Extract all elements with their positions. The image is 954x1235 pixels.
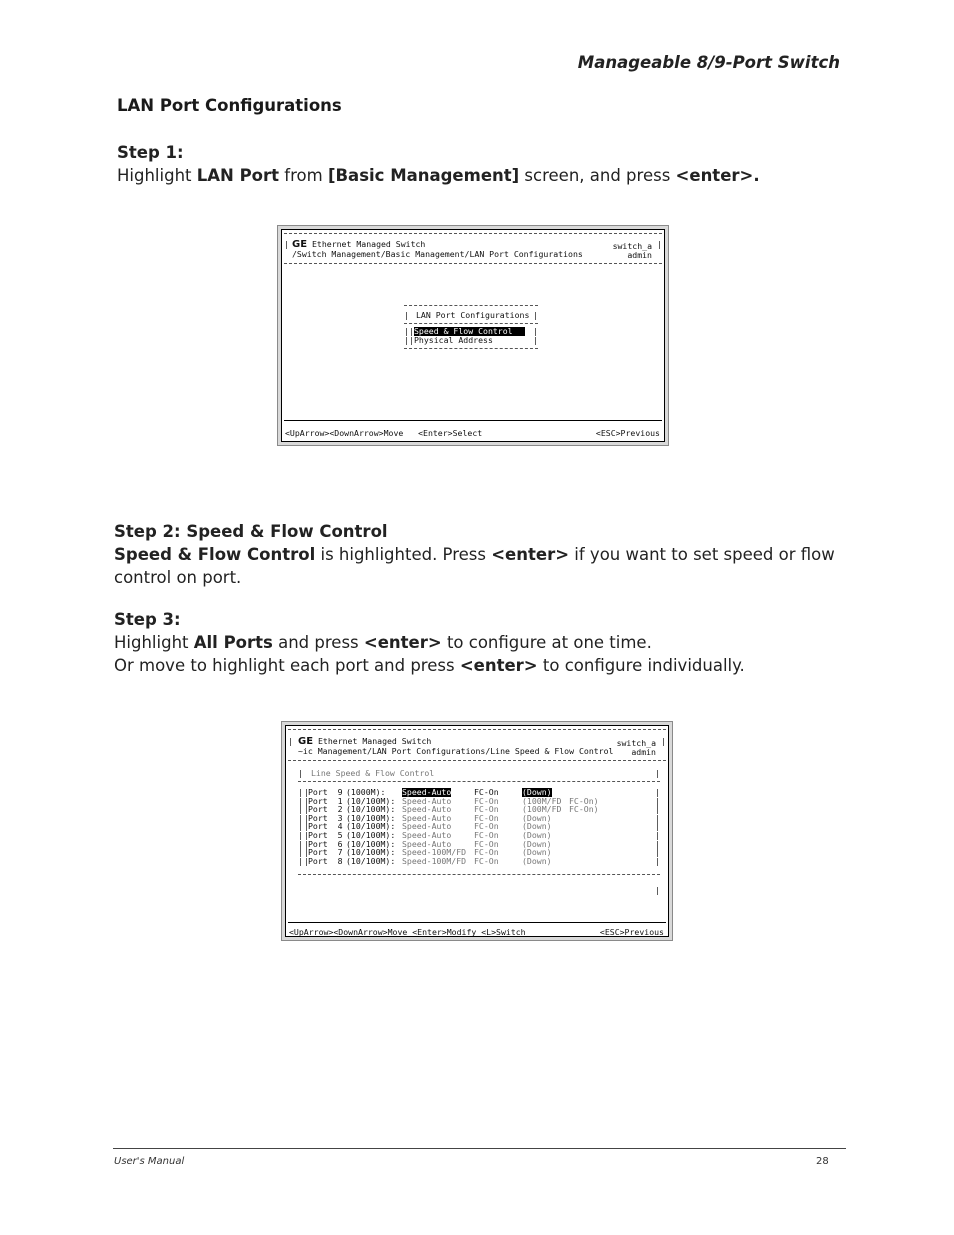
table-right-edge: | — [655, 830, 660, 840]
step1-text-part: Highlight — [117, 166, 197, 185]
menu-left-edge: | — [404, 310, 409, 320]
step3-label: Step 3: — [114, 610, 181, 629]
menu-title-divider — [404, 323, 538, 324]
step1-bold-basic-management: [Basic Management] — [327, 166, 520, 185]
step2-text-part: is highlighted. Press — [315, 545, 492, 564]
table-right-edge: | — [655, 838, 660, 849]
port-row-status: (Down) — [522, 812, 552, 823]
section-title: LAN Port Configurations — [117, 96, 342, 115]
step1-block — [117, 141, 760, 187]
step2-text-line2: control on port. — [114, 568, 242, 587]
step1-text — [117, 164, 760, 187]
table-left-edge: | — [298, 821, 303, 832]
terminal-right-edge: | — [657, 239, 662, 249]
port-row-port: Port 5 — [308, 830, 343, 840]
step1-text-part: from — [279, 166, 328, 185]
terminal-top-border — [288, 729, 666, 730]
table-right-edge: | — [655, 804, 660, 815]
port-row-type: (10/100M): — [346, 847, 396, 858]
table-left-edge: | — [304, 855, 309, 866]
terminal-footer-keys: <UpArrow><DownArrow>Move <Enter>Modify <L>Switch — [289, 927, 526, 937]
port-row-type: (10/100M): — [346, 812, 396, 823]
terminal-footer-esc: <ESC>Previous — [599, 927, 664, 937]
table-title: Line Speed & Flow Control — [311, 768, 435, 778]
menu-left-edge: | — [404, 326, 409, 336]
terminal-left-edge: | — [288, 736, 293, 746]
port-row-status: (Down) — [522, 838, 552, 849]
table-bottom-border — [298, 874, 660, 875]
menu-right-edge: | — [533, 326, 538, 336]
port-row-status: (100M/FD — [522, 804, 562, 815]
step2-text-part: if you want to set speed or flow — [569, 545, 835, 564]
step3-block — [114, 608, 745, 677]
port-row-fc[interactable]: FC-On — [474, 812, 499, 823]
step3-bold-enter: <enter> — [459, 656, 538, 675]
table-right-edge: | — [655, 821, 660, 832]
port-row-status2: FC-On) — [569, 795, 599, 806]
port-row-status: (100M/FD — [522, 795, 562, 806]
port-row-status: (Down) — [522, 830, 552, 840]
terminal-screen-2 — [285, 725, 669, 937]
step2-block — [114, 520, 835, 589]
table-left-edge: | — [298, 804, 303, 815]
step3-bold-all-ports: All Ports — [193, 633, 273, 652]
screenshot-line-speed-flow-control — [281, 721, 673, 941]
port-row-status: (Down) — [522, 821, 552, 832]
port-row-port: Port 2 — [308, 804, 343, 815]
step2-text — [114, 543, 835, 566]
menu-title: LAN Port Configurations — [416, 310, 530, 320]
port-row-port: Port 6 — [308, 838, 343, 849]
screenshot-lan-port-menu — [277, 225, 669, 446]
port-row-fc[interactable]: FC-On — [474, 804, 499, 815]
menu-bottom-border — [404, 348, 538, 349]
port-row-port: Port 8 — [308, 855, 343, 866]
terminal-screen-1 — [281, 229, 665, 442]
terminal-title-line — [292, 240, 425, 249]
table-title-divider — [298, 781, 660, 782]
port-row-status: (Down) — [522, 847, 552, 858]
table-left-edge: | — [304, 804, 309, 815]
port-row-speed[interactable]: Speed-Auto — [402, 804, 452, 815]
terminal-user: admin — [631, 747, 656, 757]
terminal-path: ~ic Management/LAN Port Configurations/Line Speed & Flow Control — [298, 746, 614, 756]
port-row-fc[interactable]: FC-On — [474, 821, 499, 832]
ge-logo: GE — [292, 239, 308, 250]
terminal-footer-divider — [284, 420, 662, 421]
port-list — [298, 788, 660, 873]
table-right-edge: | — [655, 855, 660, 866]
table-left-edge: | — [298, 768, 303, 778]
menu-left-edge: | — [404, 335, 409, 345]
menu-left-edge: | — [409, 326, 414, 336]
table-left-edge: | — [304, 830, 309, 840]
footer-manual-label: User's Manual — [114, 1156, 185, 1167]
port-row-fc[interactable]: FC-On — [474, 855, 499, 866]
port-row-port: Port 1 — [308, 795, 343, 806]
port-row-status: (Down) — [522, 787, 552, 797]
port-row-type: (10/100M): — [346, 830, 396, 840]
port-row-port: Port 4 — [308, 821, 343, 832]
menu-right-edge: | — [533, 310, 538, 320]
step3-text-part: to configure at one time. — [441, 633, 652, 652]
table-left-edge: | — [304, 847, 309, 858]
step3-bold-enter: <enter> — [363, 633, 442, 652]
table-left-edge: | — [298, 855, 303, 866]
step3-text-part: to configure individually. — [537, 656, 745, 675]
terminal-top-border — [284, 233, 662, 234]
port-row-status2: FC-On) — [569, 804, 599, 815]
terminal-path: /Switch Management/Basic Management/LAN Port Configurations — [292, 249, 583, 259]
step3-text-part: Or move to highlight each port and press — [114, 656, 460, 675]
step1-bold-enter: <enter>. — [675, 166, 760, 185]
terminal-right-edge: | — [661, 736, 666, 746]
menu-left-edge: | — [409, 335, 414, 345]
port-row-port: Port 3 — [308, 812, 343, 823]
step1-label: Step 1: — [117, 143, 184, 162]
table-right-edge: | — [655, 768, 660, 778]
ge-logo: GE — [298, 736, 314, 747]
step3-text-line1 — [114, 631, 745, 654]
step1-bold-lan-port: LAN Port — [196, 166, 280, 185]
port-row-speed[interactable]: Speed-Auto — [402, 821, 452, 832]
port-row-fc[interactable]: FC-On — [474, 787, 499, 797]
table-left-edge: | — [298, 847, 303, 858]
port-row-speed[interactable]: Speed-100M/FD — [402, 855, 467, 866]
port-row-type: (10/100M): — [346, 821, 396, 832]
port-row-fc[interactable]: FC-On — [474, 847, 499, 858]
port-row-type: (10/100M): — [346, 838, 396, 849]
terminal-footer-keys: <UpArrow><DownArrow>Move <Enter>Select — [285, 428, 483, 438]
table-right-edge: | — [655, 847, 660, 858]
step2-bold-enter: <enter> — [491, 545, 570, 564]
lan-port-config-menu — [404, 305, 538, 353]
port-row-type: (10/100M): — [346, 795, 396, 806]
footer-rule — [113, 1148, 846, 1149]
port-row-speed[interactable]: Speed-Auto — [402, 838, 452, 849]
port-row-type: (10/100M): — [346, 855, 396, 866]
port-row-fc[interactable]: FC-On — [474, 838, 499, 849]
document-header-title: Manageable 8/9-Port Switch — [577, 53, 840, 72]
port-row-speed[interactable]: Speed-Auto — [402, 812, 452, 823]
terminal-footer-divider — [288, 922, 666, 923]
step1-text-part: screen, and press — [519, 166, 676, 185]
port-row-port: Port 7 — [308, 847, 343, 858]
table-left-edge: | — [298, 838, 303, 849]
port-row-speed[interactable]: Speed-Auto — [402, 787, 452, 797]
port-row-fc[interactable]: FC-On — [474, 795, 499, 806]
table-left-edge: | — [298, 795, 303, 806]
table-left-edge: | — [304, 812, 309, 823]
footer-page-number: 28 — [816, 1156, 829, 1167]
table-left-edge: | — [298, 830, 303, 840]
terminal-host: switch_a — [612, 241, 652, 251]
table-left-edge: | — [304, 838, 309, 849]
terminal-product-name: Ethernet Managed Switch — [311, 239, 426, 249]
table-left-edge: | — [304, 795, 309, 806]
menu-right-edge: | — [533, 335, 538, 345]
step3-text-part: and press — [272, 633, 364, 652]
port-row-speed[interactable]: Speed-100M/FD — [402, 847, 467, 858]
port-row-fc[interactable]: FC-On — [474, 830, 499, 840]
menu-top-border — [404, 305, 538, 306]
port-row-type: (1000M): — [346, 787, 386, 797]
table-left-edge: | — [298, 812, 303, 823]
table-right-edge: | — [655, 885, 660, 895]
table-right-edge: | — [655, 795, 660, 806]
terminal-product-name: Ethernet Managed Switch — [317, 736, 432, 746]
port-row-type: (10/100M): — [346, 804, 396, 815]
terminal-left-edge: | — [284, 239, 289, 249]
table-left-edge: | — [304, 821, 309, 832]
terminal-user: admin — [627, 250, 652, 260]
table-right-edge: | — [655, 812, 660, 823]
step3-text-part: Highlight — [114, 633, 194, 652]
terminal-header-divider — [288, 760, 666, 761]
table-left-edge: | — [304, 787, 309, 797]
step2-bold-speed-flow: Speed & Flow Control — [114, 545, 316, 564]
terminal-title-line — [298, 737, 431, 746]
terminal-host: switch_a — [616, 738, 656, 748]
port-row-port: Port 9 — [308, 787, 343, 797]
terminal-footer-esc: <ESC>Previous — [595, 428, 660, 438]
port-row-speed[interactable]: Speed-Auto — [402, 795, 452, 806]
menu-item-physical-address[interactable]: Physical Address — [414, 335, 493, 345]
step3-text-line2 — [114, 654, 745, 677]
terminal-header-divider — [284, 263, 662, 264]
table-right-edge: | — [655, 787, 660, 797]
port-row-speed[interactable]: Speed-Auto — [402, 830, 452, 840]
step2-label: Step 2: Speed & Flow Control — [114, 522, 388, 541]
port-row-status: (Down) — [522, 855, 552, 866]
menu-item-speed-flow-control[interactable]: Speed & Flow Control — [414, 327, 525, 336]
table-left-edge: | — [298, 787, 303, 797]
